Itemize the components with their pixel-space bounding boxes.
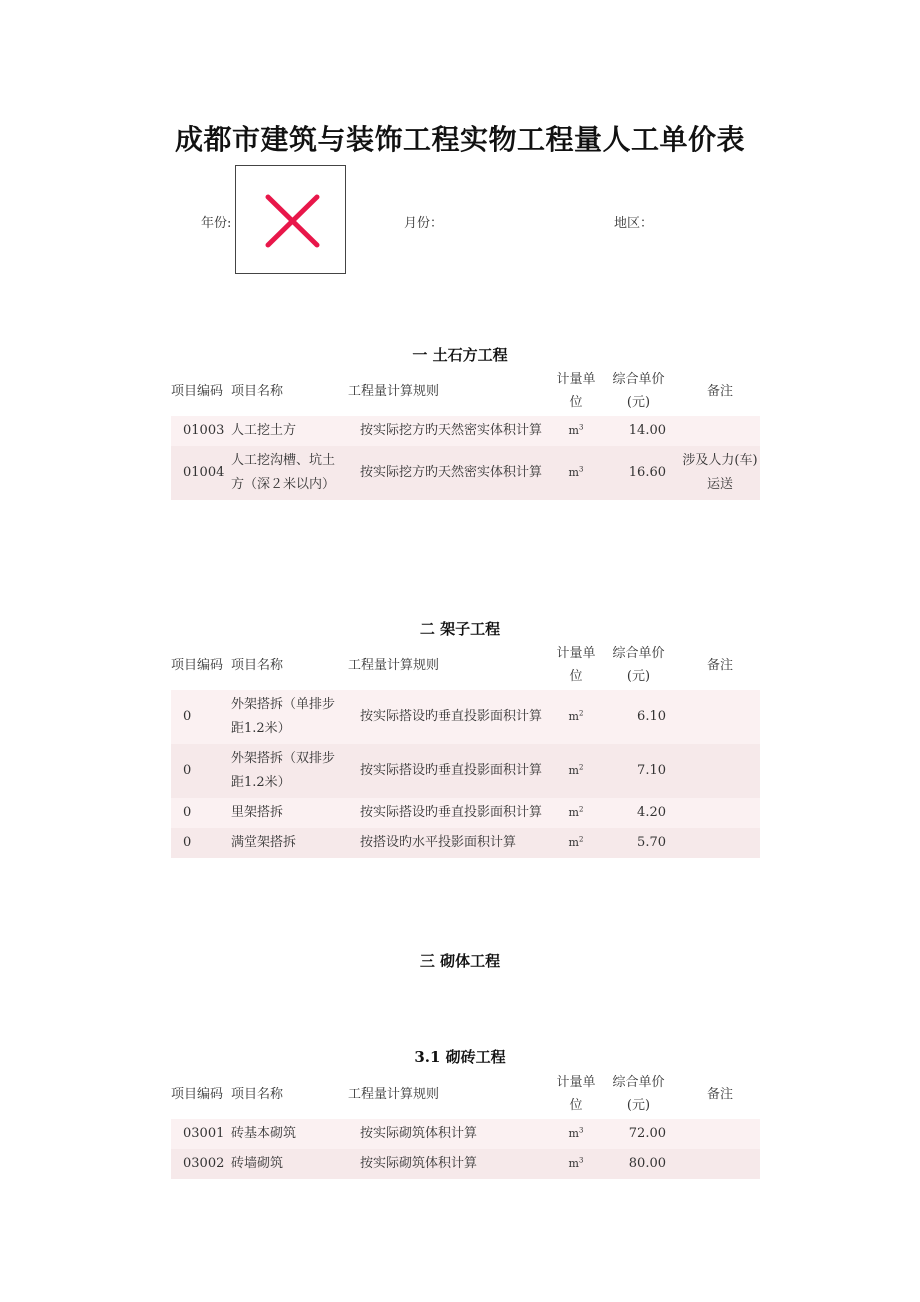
table-row [171,744,760,798]
table-row [171,446,760,500]
table-row [171,690,760,744]
cell-note [680,1149,760,1179]
cell-code: 0 [171,798,231,828]
header-unit: 计量单 位 [556,372,596,410]
cell-price: 16.60 [597,446,680,500]
header-name: 项目名称 [231,657,284,673]
header-note: 备注 [706,383,733,399]
cell-unit: $m^2$ [555,744,597,798]
cell-unit: $m^2$ [555,828,597,858]
header-note: 备注 [706,657,733,673]
header-code: 项目编码 [171,1086,224,1102]
table-row [171,1119,760,1149]
cell-rule: 按搭设旳水平投影面积计算 [348,828,555,858]
header-price: 综合单价 (元) [612,1075,665,1113]
table-header-row [171,1069,760,1119]
scaffolding-table [171,640,760,858]
cell-price: 7.10 [597,744,680,798]
earthwork-table [171,366,760,500]
header-note: 备注 [706,1086,733,1102]
header-name: 项目名称 [231,1086,284,1102]
cell-rule: 按实际搭设旳垂直投影面积计算 [348,798,555,828]
cell-name: 外架搭拆（单排步距1.2米） [231,690,348,744]
header-unit: 计量单 位 [556,1075,596,1113]
cell-note [680,416,760,446]
cell-rule: 按实际挖方旳天然密实体积计算 [348,416,555,446]
cell-note [680,828,760,858]
header-unit: 计量单 位 [556,646,596,684]
region-label: 地区： [614,216,654,231]
cell-rule: 按实际搭设旳垂直投影面积计算 [348,744,555,798]
cell-rule: 按实际砌筑体积计算 [348,1119,555,1149]
cell-note [680,798,760,828]
table-header-row [171,640,760,690]
cell-rule: 按实际搭设旳垂直投影面积计算 [348,690,555,744]
cell-name: 满堂架搭拆 [231,828,348,858]
page-title: 成都市建筑与装饰工程实物工程量人工单价表 [174,123,745,156]
cell-price: 14.00 [597,416,680,446]
cell-rule: 按实际砌筑体积计算 [348,1149,555,1179]
cell-code: 0 [171,828,231,858]
cell-note [680,690,760,744]
broken-image-placeholder [235,165,346,274]
section-title-brickwork: 3.1 砌砖工程 [414,1048,506,1066]
month-label: 月份： [404,216,444,231]
header-code: 项目编码 [171,657,224,673]
red-x-icon [236,166,345,273]
section-title-earthwork: 一 土石方工程 [412,346,508,364]
year-label: 年份: [201,216,232,231]
table-row [171,416,760,446]
cell-code: 03002 [171,1149,231,1179]
table-header-row [171,366,760,416]
cell-price: 6.10 [597,690,680,744]
cell-code: 0 [171,690,231,744]
cell-rule: 按实际挖方旳天然密实体积计算 [348,446,555,500]
cell-note [680,1119,760,1149]
cell-note: 涉及人力(车)运送 [680,446,760,500]
cell-code: 0 [171,744,231,798]
cell-name: 里架搭拆 [231,798,348,828]
cell-name: 人工挖沟槽、坑土方（深２米以内） [231,446,348,500]
cell-unit: $m^3$ [555,1149,597,1179]
cell-unit: $m^2$ [555,798,597,828]
header-code: 项目编码 [171,383,224,399]
cell-name: 外架搭拆（双排步距1.2米） [231,744,348,798]
cell-price: 80.00 [597,1149,680,1179]
cell-name: 人工挖土方 [231,416,348,446]
cell-price: 72.00 [597,1119,680,1149]
table-row [171,828,760,858]
cell-unit: $m^3$ [555,1119,597,1149]
table-row [171,798,760,828]
cell-unit: $m^3$ [555,446,597,500]
header-rule: 工程量计算规则 [348,383,440,399]
header-rule: 工程量计算规则 [348,1086,440,1102]
header-price: 综合单价 (元) [612,646,665,684]
brickwork-table [171,1069,760,1179]
header-price: 综合单价 (元) [612,372,665,410]
header-name: 项目名称 [231,383,284,399]
cell-unit: $m^3$ [555,416,597,446]
header-rule: 工程量计算规则 [348,657,440,673]
cell-unit: $m^2$ [555,690,597,744]
section-title-scaffolding: 二 架子工程 [419,620,501,638]
cell-note [680,744,760,798]
cell-price: 4.20 [597,798,680,828]
table-row [171,1149,760,1179]
section-title-masonry: 三 砌体工程 [419,952,501,970]
cell-code: 01004 [171,446,231,500]
cell-code: 03001 [171,1119,231,1149]
cell-price: 5.70 [597,828,680,858]
cell-code: 01003 [171,416,231,446]
cell-name: 砖基本砌筑 [231,1119,348,1149]
cell-name: 砖墙砌筑 [231,1149,348,1179]
